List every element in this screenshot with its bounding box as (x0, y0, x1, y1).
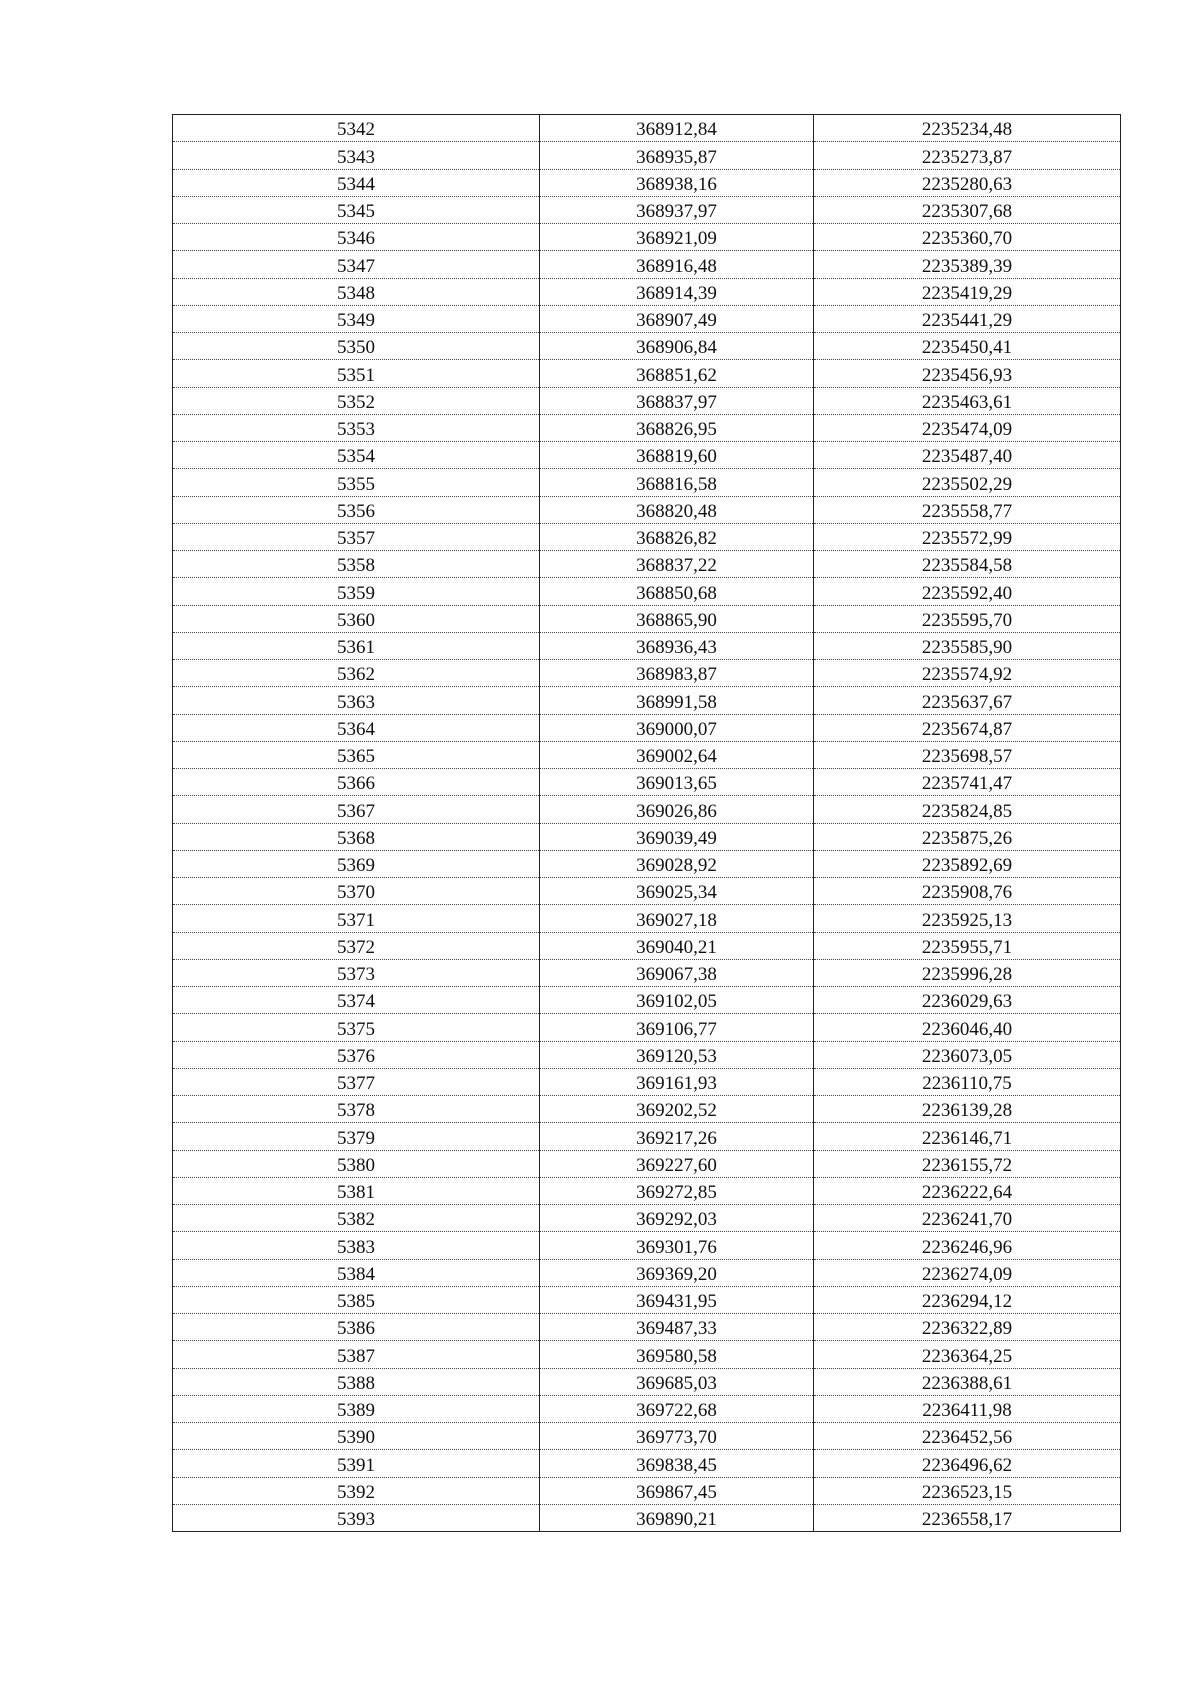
x-coordinate-cell: 368937,97 (540, 196, 814, 223)
table-row (173, 1123, 1121, 1150)
table-row (173, 1395, 1121, 1422)
y-coordinate-cell: 2236155,72 (814, 1150, 1121, 1177)
y-coordinate-cell: 2235558,77 (814, 496, 1121, 523)
table-row (173, 278, 1121, 305)
y-coordinate-cell: 2235360,70 (814, 224, 1121, 251)
y-coordinate-cell: 2235389,39 (814, 251, 1121, 278)
point-number-cell: 5378 (173, 1096, 540, 1123)
y-coordinate-cell: 2235741,47 (814, 769, 1121, 796)
x-coordinate-cell: 369002,64 (540, 741, 814, 768)
table-row (173, 1232, 1121, 1259)
y-coordinate-cell: 2235584,58 (814, 551, 1121, 578)
table-row (173, 1177, 1121, 1204)
table-row (173, 496, 1121, 523)
x-coordinate-cell: 369102,05 (540, 987, 814, 1014)
x-coordinate-cell: 368837,97 (540, 387, 814, 414)
y-coordinate-cell: 2236046,40 (814, 1014, 1121, 1041)
x-coordinate-cell: 368921,09 (540, 224, 814, 251)
point-number-cell: 5372 (173, 932, 540, 959)
table-row (173, 224, 1121, 251)
point-number-cell: 5366 (173, 769, 540, 796)
table-row (173, 987, 1121, 1014)
point-number-cell: 5381 (173, 1177, 540, 1204)
x-coordinate-cell: 369217,26 (540, 1123, 814, 1150)
y-coordinate-cell: 2235441,29 (814, 305, 1121, 332)
x-coordinate-cell: 369773,70 (540, 1423, 814, 1450)
y-coordinate-cell: 2235273,87 (814, 142, 1121, 169)
x-coordinate-cell: 368936,43 (540, 632, 814, 659)
x-coordinate-cell: 368916,48 (540, 251, 814, 278)
x-coordinate-cell: 369685,03 (540, 1368, 814, 1395)
x-coordinate-cell: 368837,22 (540, 551, 814, 578)
y-coordinate-cell: 2236241,70 (814, 1205, 1121, 1232)
x-coordinate-cell: 369106,77 (540, 1014, 814, 1041)
point-number-cell: 5358 (173, 551, 540, 578)
x-coordinate-cell: 369028,92 (540, 850, 814, 877)
table-row (173, 1150, 1121, 1177)
point-number-cell: 5349 (173, 305, 540, 332)
x-coordinate-cell: 369867,45 (540, 1477, 814, 1504)
table-row (173, 442, 1121, 469)
y-coordinate-cell: 2235698,57 (814, 741, 1121, 768)
y-coordinate-cell: 2235595,70 (814, 605, 1121, 632)
point-number-cell: 5377 (173, 1068, 540, 1095)
point-number-cell: 5363 (173, 687, 540, 714)
x-coordinate-cell: 369025,34 (540, 878, 814, 905)
x-coordinate-cell: 369000,07 (540, 714, 814, 741)
y-coordinate-cell: 2235875,26 (814, 823, 1121, 850)
point-number-cell: 5380 (173, 1150, 540, 1177)
point-number-cell: 5388 (173, 1368, 540, 1395)
table-row (173, 469, 1121, 496)
y-coordinate-cell: 2236452,56 (814, 1423, 1121, 1450)
table-row (173, 605, 1121, 632)
table-row (173, 1014, 1121, 1041)
table-row (173, 1341, 1121, 1368)
x-coordinate-cell: 369272,85 (540, 1177, 814, 1204)
table-row (173, 1504, 1121, 1531)
table-row (173, 1068, 1121, 1095)
y-coordinate-cell: 2235574,92 (814, 660, 1121, 687)
y-coordinate-cell: 2236073,05 (814, 1041, 1121, 1068)
x-coordinate-cell: 368819,60 (540, 442, 814, 469)
x-coordinate-cell: 368865,90 (540, 605, 814, 632)
point-number-cell: 5375 (173, 1014, 540, 1041)
y-coordinate-cell: 2235572,99 (814, 523, 1121, 550)
table-row (173, 1286, 1121, 1313)
table-row (173, 796, 1121, 823)
table-row (173, 387, 1121, 414)
x-coordinate-cell: 368826,82 (540, 523, 814, 550)
x-coordinate-cell: 369039,49 (540, 823, 814, 850)
x-coordinate-cell: 368914,39 (540, 278, 814, 305)
point-number-cell: 5354 (173, 442, 540, 469)
point-number-cell: 5391 (173, 1450, 540, 1477)
table-row (173, 578, 1121, 605)
table-row (173, 932, 1121, 959)
table-row (173, 333, 1121, 360)
point-number-cell: 5356 (173, 496, 540, 523)
table-row (173, 1314, 1121, 1341)
y-coordinate-cell: 2235824,85 (814, 796, 1121, 823)
y-coordinate-cell: 2236029,63 (814, 987, 1121, 1014)
table-row (173, 523, 1121, 550)
point-number-cell: 5355 (173, 469, 540, 496)
x-coordinate-cell: 369292,03 (540, 1205, 814, 1232)
point-number-cell: 5364 (173, 714, 540, 741)
x-coordinate-cell: 368983,87 (540, 660, 814, 687)
point-number-cell: 5351 (173, 360, 540, 387)
table-row (173, 687, 1121, 714)
point-number-cell: 5367 (173, 796, 540, 823)
point-number-cell: 5383 (173, 1232, 540, 1259)
x-coordinate-cell: 369301,76 (540, 1232, 814, 1259)
y-coordinate-cell: 2235592,40 (814, 578, 1121, 605)
table-row (173, 959, 1121, 986)
table-row (173, 142, 1121, 169)
table-row (173, 196, 1121, 223)
y-coordinate-cell: 2235996,28 (814, 959, 1121, 986)
point-number-cell: 5386 (173, 1314, 540, 1341)
x-coordinate-cell: 369161,93 (540, 1068, 814, 1095)
point-number-cell: 5344 (173, 169, 540, 196)
y-coordinate-cell: 2236294,12 (814, 1286, 1121, 1313)
y-coordinate-cell: 2236222,64 (814, 1177, 1121, 1204)
y-coordinate-cell: 2235674,87 (814, 714, 1121, 741)
point-number-cell: 5393 (173, 1504, 540, 1531)
point-number-cell: 5368 (173, 823, 540, 850)
y-coordinate-cell: 2236246,96 (814, 1232, 1121, 1259)
x-coordinate-cell: 368826,95 (540, 414, 814, 441)
table-row (173, 1041, 1121, 1068)
table-row (173, 905, 1121, 932)
table-row (173, 169, 1121, 196)
point-number-cell: 5389 (173, 1395, 540, 1422)
y-coordinate-cell: 2235307,68 (814, 196, 1121, 223)
point-number-cell: 5353 (173, 414, 540, 441)
x-coordinate-cell: 369026,86 (540, 796, 814, 823)
point-number-cell: 5343 (173, 142, 540, 169)
table-row (173, 741, 1121, 768)
table-row (173, 850, 1121, 877)
table-row (173, 1096, 1121, 1123)
y-coordinate-cell: 2236523,15 (814, 1477, 1121, 1504)
coordinates-table (172, 114, 1121, 1532)
point-number-cell: 5342 (173, 115, 540, 142)
point-number-cell: 5379 (173, 1123, 540, 1150)
y-coordinate-cell: 2235502,29 (814, 469, 1121, 496)
table-row (173, 878, 1121, 905)
x-coordinate-cell: 368991,58 (540, 687, 814, 714)
table-row (173, 115, 1121, 142)
y-coordinate-cell: 2236322,89 (814, 1314, 1121, 1341)
y-coordinate-cell: 2236139,28 (814, 1096, 1121, 1123)
x-coordinate-cell: 369013,65 (540, 769, 814, 796)
point-number-cell: 5346 (173, 224, 540, 251)
table-row (173, 632, 1121, 659)
y-coordinate-cell: 2236110,75 (814, 1068, 1121, 1095)
table-row (173, 1477, 1121, 1504)
point-number-cell: 5387 (173, 1341, 540, 1368)
x-coordinate-cell: 369067,38 (540, 959, 814, 986)
point-number-cell: 5369 (173, 850, 540, 877)
y-coordinate-cell: 2235456,93 (814, 360, 1121, 387)
x-coordinate-cell: 369120,53 (540, 1041, 814, 1068)
x-coordinate-cell: 369722,68 (540, 1395, 814, 1422)
x-coordinate-cell: 369369,20 (540, 1259, 814, 1286)
point-number-cell: 5385 (173, 1286, 540, 1313)
y-coordinate-cell: 2236411,98 (814, 1395, 1121, 1422)
table-row (173, 1450, 1121, 1477)
y-coordinate-cell: 2235908,76 (814, 878, 1121, 905)
y-coordinate-cell: 2235463,61 (814, 387, 1121, 414)
table-row (173, 251, 1121, 278)
y-coordinate-cell: 2236496,62 (814, 1450, 1121, 1477)
x-coordinate-cell: 368820,48 (540, 496, 814, 523)
point-number-cell: 5362 (173, 660, 540, 687)
point-number-cell: 5382 (173, 1205, 540, 1232)
x-coordinate-cell: 369890,21 (540, 1504, 814, 1531)
point-number-cell: 5360 (173, 605, 540, 632)
table-row (173, 1259, 1121, 1286)
point-number-cell: 5392 (173, 1477, 540, 1504)
point-number-cell: 5357 (173, 523, 540, 550)
y-coordinate-cell: 2235280,63 (814, 169, 1121, 196)
y-coordinate-cell: 2235474,09 (814, 414, 1121, 441)
point-number-cell: 5361 (173, 632, 540, 659)
point-number-cell: 5390 (173, 1423, 540, 1450)
x-coordinate-cell: 369487,33 (540, 1314, 814, 1341)
point-number-cell: 5373 (173, 959, 540, 986)
table-row (173, 1205, 1121, 1232)
y-coordinate-cell: 2235637,67 (814, 687, 1121, 714)
x-coordinate-cell: 369838,45 (540, 1450, 814, 1477)
x-coordinate-cell: 369040,21 (540, 932, 814, 959)
point-number-cell: 5374 (173, 987, 540, 1014)
y-coordinate-cell: 2236146,71 (814, 1123, 1121, 1150)
table-row (173, 714, 1121, 741)
table-row (173, 769, 1121, 796)
coordinates-table-body (173, 115, 1121, 1532)
x-coordinate-cell: 369027,18 (540, 905, 814, 932)
y-coordinate-cell: 2235585,90 (814, 632, 1121, 659)
x-coordinate-cell: 369580,58 (540, 1341, 814, 1368)
y-coordinate-cell: 2235955,71 (814, 932, 1121, 959)
y-coordinate-cell: 2236388,61 (814, 1368, 1121, 1395)
point-number-cell: 5352 (173, 387, 540, 414)
point-number-cell: 5345 (173, 196, 540, 223)
x-coordinate-cell: 368912,84 (540, 115, 814, 142)
x-coordinate-cell: 369227,60 (540, 1150, 814, 1177)
x-coordinate-cell: 368938,16 (540, 169, 814, 196)
point-number-cell: 5350 (173, 333, 540, 360)
y-coordinate-cell: 2236364,25 (814, 1341, 1121, 1368)
x-coordinate-cell: 368906,84 (540, 333, 814, 360)
table-row (173, 360, 1121, 387)
x-coordinate-cell: 369431,95 (540, 1286, 814, 1313)
x-coordinate-cell: 368851,62 (540, 360, 814, 387)
y-coordinate-cell: 2235419,29 (814, 278, 1121, 305)
x-coordinate-cell: 368907,49 (540, 305, 814, 332)
table-row (173, 305, 1121, 332)
table-row (173, 1423, 1121, 1450)
y-coordinate-cell: 2235925,13 (814, 905, 1121, 932)
y-coordinate-cell: 2236274,09 (814, 1259, 1121, 1286)
point-number-cell: 5376 (173, 1041, 540, 1068)
point-number-cell: 5347 (173, 251, 540, 278)
y-coordinate-cell: 2235892,69 (814, 850, 1121, 877)
point-number-cell: 5365 (173, 741, 540, 768)
point-number-cell: 5348 (173, 278, 540, 305)
x-coordinate-cell: 368816,58 (540, 469, 814, 496)
point-number-cell: 5359 (173, 578, 540, 605)
y-coordinate-cell: 2235487,40 (814, 442, 1121, 469)
point-number-cell: 5370 (173, 878, 540, 905)
y-coordinate-cell: 2235450,41 (814, 333, 1121, 360)
table-row (173, 660, 1121, 687)
point-number-cell: 5384 (173, 1259, 540, 1286)
table-row (173, 551, 1121, 578)
x-coordinate-cell: 368850,68 (540, 578, 814, 605)
y-coordinate-cell: 2236558,17 (814, 1504, 1121, 1531)
y-coordinate-cell: 2235234,48 (814, 115, 1121, 142)
point-number-cell: 5371 (173, 905, 540, 932)
x-coordinate-cell: 368935,87 (540, 142, 814, 169)
table-row (173, 414, 1121, 441)
x-coordinate-cell: 369202,52 (540, 1096, 814, 1123)
table-row (173, 823, 1121, 850)
table-row (173, 1368, 1121, 1395)
